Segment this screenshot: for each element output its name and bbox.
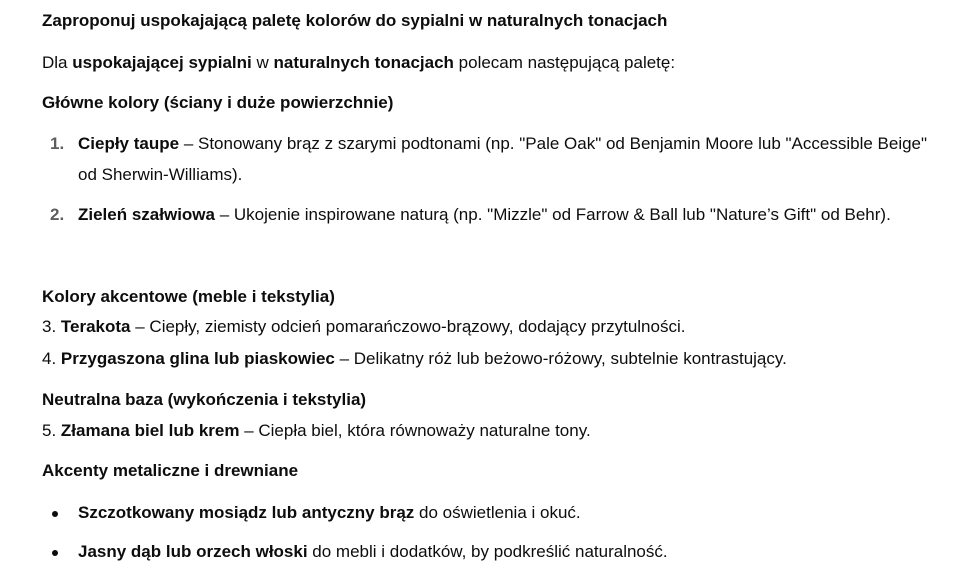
list-item: 3. Terakota – Ciepły, ziemisty odcień pomarańczowo-brązowy, dodający przytulności.	[42, 317, 686, 336]
list-item: Jasny dąb lub orzech włoski do mebli i dodatków, by podkreślić naturalność.	[78, 542, 668, 561]
list-marker: 1.	[50, 134, 65, 153]
list-item: Ciepły taupe – Stonowany brąz z szarymi podtonami (np. "Pale Oak" od Benjamin Moore lub "Accessible Beige" od Sherwin-Williams).	[78, 134, 928, 184]
list-item: Szczotkowany mosiądz lub antyczny brąz do oświetlenia i okuć.	[78, 503, 581, 522]
list-item: 5. Złamana biel lub krem – Ciepła biel, która równoważy naturalne tony.	[42, 421, 591, 440]
intro-paragraph: Dla uspokajającej sypialni w naturalnych tonacjach polecam następującą paletę:	[42, 53, 676, 72]
heading-neutral-base: Neutralna baza (wykończenia i tekstylia)	[42, 390, 367, 409]
heading-accent-colors: Kolory akcentowe (meble i tekstylia)	[42, 287, 335, 306]
list-item: 4. Przygaszona glina lub piaskowiec – Delikatny róż lub beżowo-różowy, subtelnie kontrastujący.	[42, 349, 787, 368]
bullet-icon	[52, 511, 58, 517]
prompt-text: Zaproponuj uspokajającą paletę kolorów do sypialni w naturalnych tonacjach	[42, 11, 668, 30]
heading-main-colors: Główne kolory (ściany i duże powierzchnie)	[42, 93, 394, 112]
list-marker: 2.	[50, 205, 65, 224]
list-item: Zieleń szałwiowa – Ukojenie inspirowane naturą (np. "Mizzle" od Farrow & Ball lub "Nature’s Gift" od Behr).	[78, 205, 891, 224]
heading-metal-wood: Akcenty metaliczne i drewniane	[42, 461, 299, 480]
bullet-icon	[52, 550, 58, 556]
